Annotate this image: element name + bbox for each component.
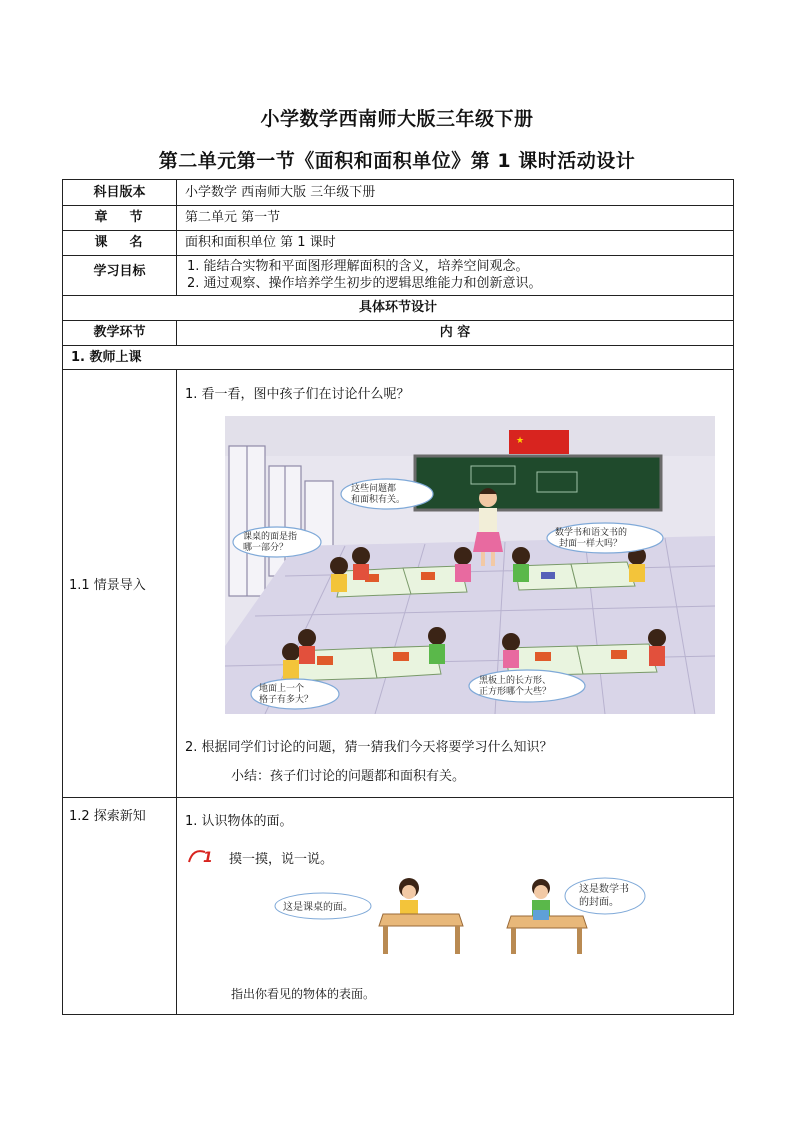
label-lesson: 课名 bbox=[63, 231, 177, 255]
part1-content bbox=[177, 370, 733, 797]
objective-item: 1. 能结合实物和平面图形理解面积的含义，培养空间观念。 bbox=[187, 259, 529, 274]
objective-item: 2. 通过观察、操作培养学生初步的逻辑思维能力和创新意识。 bbox=[187, 276, 542, 291]
row-column-headers bbox=[63, 321, 733, 346]
svg-text:和面积有关。: 和面积有关。 bbox=[351, 495, 406, 505]
svg-text:正方形哪个大些？: 正方形哪个大些？ bbox=[479, 687, 552, 697]
part1-label bbox=[63, 370, 177, 797]
svg-text:的封面。: 的封面。 bbox=[579, 897, 619, 908]
row-lesson bbox=[63, 231, 733, 256]
svg-text:课桌的面是指: 课桌的面是指 bbox=[243, 532, 298, 542]
row-subject bbox=[63, 180, 733, 206]
activity-title: 摸一摸，说一说。 bbox=[229, 852, 334, 867]
col-header-stage: 教学环节 bbox=[63, 321, 177, 345]
stage-title: 1. 教师上课 bbox=[71, 350, 142, 365]
label-objectives: 学习目标 bbox=[63, 256, 177, 295]
desk-illustration bbox=[227, 870, 647, 970]
part1-summary: 小结：孩子们讨论的问题都和面积有关。 bbox=[231, 769, 466, 784]
part1-question-1: 1. 看一看，图中孩子们在讨论什么呢？ bbox=[185, 387, 410, 402]
value-lesson: 面积和面积单位 第 1 课时 bbox=[185, 235, 336, 250]
section-header: 具体环节设计 bbox=[358, 300, 437, 315]
part2-label-text: 1.2 探索新知 bbox=[69, 809, 146, 824]
label-chapter: 章节 bbox=[63, 206, 177, 230]
svg-text:★: ★ bbox=[516, 436, 525, 446]
part2-instruction: 指出你看见的物体的表面。 bbox=[231, 987, 376, 1001]
part2-label bbox=[63, 798, 177, 1014]
label-subject: 科目版本 bbox=[63, 180, 177, 205]
desk-icon bbox=[379, 914, 463, 926]
col-header-content: 内 容 bbox=[439, 325, 471, 340]
part2-content bbox=[177, 798, 733, 1014]
chalkboard-icon bbox=[415, 456, 661, 510]
value-chapter: 第二单元 第一节 bbox=[185, 210, 281, 225]
row-part2 bbox=[63, 798, 733, 1014]
svg-text:1: 1 bbox=[203, 850, 213, 866]
svg-text:格子有多大？: 格子有多大？ bbox=[259, 695, 314, 705]
classroom-illustration bbox=[225, 416, 715, 714]
svg-text:黑板上的长方形、: 黑板上的长方形、 bbox=[479, 676, 552, 686]
svg-text:这些问题都: 这些问题都 bbox=[351, 484, 397, 494]
part1-label-text: 1.1 情景导入 bbox=[69, 578, 146, 593]
row-chapter bbox=[63, 206, 733, 231]
lesson-table bbox=[62, 179, 734, 1015]
objectives-list bbox=[177, 256, 733, 295]
svg-text:封面一样大吗？: 封面一样大吗？ bbox=[559, 539, 623, 549]
doc-subtitle: 第二单元第一节《面积和面积单位》第 1 课时活动设计 bbox=[158, 150, 636, 172]
svg-text:数学书和语文书的: 数学书和语文书的 bbox=[555, 528, 628, 538]
part2-question-1: 1. 认识物体的面。 bbox=[185, 814, 293, 829]
activity-badge-icon bbox=[187, 848, 219, 866]
svg-text:这是课桌的面。: 这是课桌的面。 bbox=[283, 902, 353, 913]
row-section-header bbox=[63, 296, 733, 321]
row-stage1 bbox=[63, 346, 733, 370]
part1-question-2: 2. 根据同学们讨论的问题，猜一猜我们今天将要学习什么知识？ bbox=[185, 740, 553, 755]
svg-text:地面上一个: 地面上一个 bbox=[259, 684, 305, 694]
doc-title: 小学数学西南师大版三年级下册 bbox=[260, 108, 534, 130]
value-subject: 小学数学 西南师大版 三年级下册 bbox=[185, 185, 376, 200]
row-objectives bbox=[63, 256, 733, 296]
svg-text:哪一部分？: 哪一部分？ bbox=[243, 543, 289, 553]
speech-bubble bbox=[469, 670, 585, 702]
svg-text:这是数学书: 这是数学书 bbox=[579, 884, 629, 895]
row-part1 bbox=[63, 370, 733, 798]
